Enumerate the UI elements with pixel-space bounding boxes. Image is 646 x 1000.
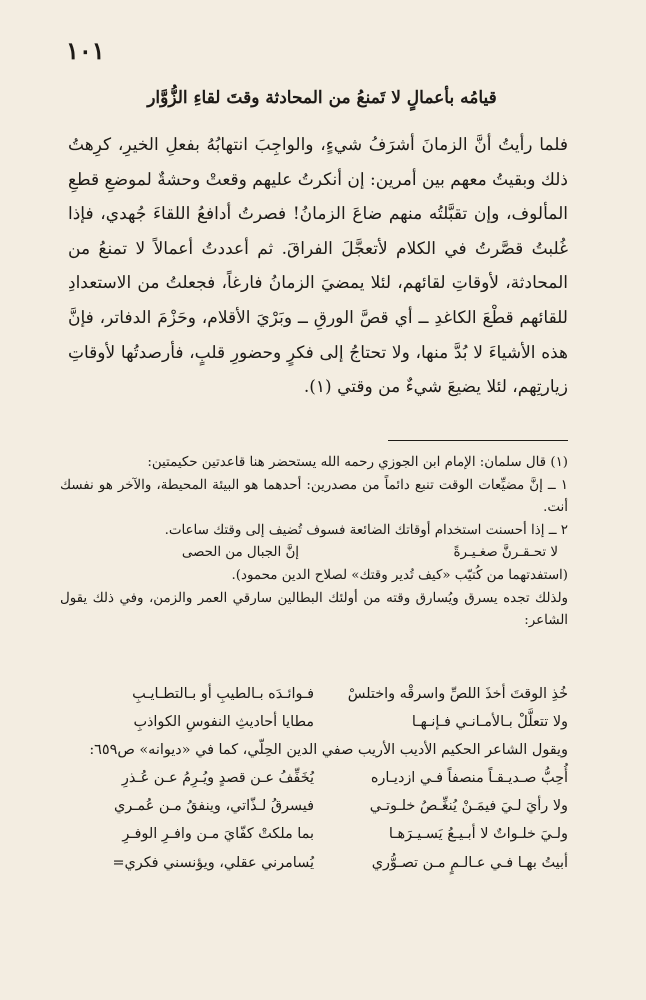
paragraph: فلما رأيتُ أنَّ الزمانَ أشرَفُ شيءٍ، والواجِبَ انتهابُهُ بفعلِ الخيرِ، كرِهتُ ذلك وبقيتُ معهم بين أمرين: إن أنكرتُ عليهم وقعتْ وحشةٌ لموضعِ قطعِ المألوف، وإن تقبَّلتُه منهم ضاعَ الزمانُ! فصرتُ أدافعُ اللقاءَ جُهدي، فإذا غُلبتُ قصَّرتُ في الكلام لأتعجَّلَ الفراقَ. ثم أعددتُ أعمالاً لا تمنعُ من المحادثة، لأوقاتِ لقائهم، لئلا يمضيَ الزمانُ فارغاً، فجعلتُ من الاستعدادِ للقائهم قطْعَ الكاغدِ ــ أي قصَّ الورقِ ــ وبَرْيَ الأقلام، وحَزْمَ الدفاتر، فإنَّ هذه الأشياءَ لا بُدَّ منها، ولا تحتاجُ إلى فكرٍ وحضورِ قلبٍ، فأرصدتُها لأوقاتِ زيارتِهم، لئلا يضيعَ شيءٌ من وقتي (١). <box>68 135 568 398</box>
poem-intro-line <box>60 736 568 764</box>
verse-first-half: ولـيَ خلـواتٌ لا أبـيـعُ يَسـيـرَهـا <box>388 826 568 843</box>
verse-second-half: يُخَفِّفُ عـن قصدٍ ويُـرِمُ عـن عُـذرِ <box>121 770 314 787</box>
footnote-rule-1: ١ ــ إنَّ مضيِّعات الوقت تنبع دائماً من مصدرين: أحدهما هو البيئة المحيطة، والآخر هو نفسك أنت. <box>60 477 568 516</box>
footnote-separator <box>388 440 568 441</box>
proverb-couplet <box>60 542 568 565</box>
footnotes <box>60 452 568 633</box>
footnote-rule-2: ٢ ــ إذا أحسنت استخدام أوقاتك الضائعة فسوف تُضيف إلى وقتك ساعات. <box>164 522 568 538</box>
verse-second-half: بما ملكتْ كفّايَ مـن وافـرِ الوفـرِ <box>122 826 314 843</box>
poem-verse <box>60 764 568 792</box>
verse-second-half: فيسرقُ لـذّاتي، وينفقُ مـن عُمـري <box>113 798 314 815</box>
couplet-first-half: لا تحـقـرنَّ صغـيـرةً <box>453 545 558 561</box>
poem-verse <box>60 792 568 820</box>
page-number: ١٠١ <box>66 36 105 65</box>
verse-first-half: ولا تتعلَّلْ بـالأمـانـي فـإنـهـا <box>411 714 568 731</box>
footnote-intro: (١) قال سلمان: الإمام ابن الجوزي رحمه الله يستحضر هنا قاعدتين حكيمتين: <box>147 455 568 470</box>
verse-first-half: أبيتُ بهـا فـي عـالـمٍ مـن تصـوُّري <box>371 854 568 871</box>
poem-verse <box>60 708 568 736</box>
poem-verse <box>60 680 568 708</box>
verse-second-half: مطايا أحاديثِ النفوسِ الكواذبِ <box>133 714 314 731</box>
poem <box>60 680 568 877</box>
verse-first-half: ولا رأيَ لـيَ فيمَـنْ يُنغِّـصُ خلـوتـي <box>369 798 568 815</box>
verse-first-half: خُذِ الوقتَ أخذَ اللصِّ واسرقْه واختلسْ <box>347 686 568 702</box>
verse-first-half: أُحِبُّ صـديـقـاً منصفاً فـي ازديـاره <box>370 770 568 787</box>
poem-verse <box>60 820 568 848</box>
poem-intro-text: ويقول الشاعر الحكيم الأديب الأريب صفي الدين الحِلّي، كما في «ديوانه» ص٦٥٩: <box>89 742 568 759</box>
verse-second-half: فـوائـدَه بـالطيبِ أو بـالتطـايـبِ <box>132 686 314 702</box>
couplet-second-half: إنَّ الجبال من الحصى <box>181 545 300 561</box>
poem-verse <box>60 849 568 877</box>
main-text <box>68 128 568 405</box>
footnote-source: (استفدتهما من كُتيّب «كيف تُدير وقتك» لصلاح الدين محمود). <box>231 567 568 583</box>
section-heading: قيامُه بأعمالٍ لا تَمنعُ من المحادثة وقتَ لقاءِ الزُّوَّار <box>147 88 497 108</box>
verse-second-half: يُسامرني عقلي، ويؤنسني فكري= <box>112 854 314 871</box>
footnote-thief: ولذلك تجده يسرق ويُسارق وقته من أولئك البطالين سارقي العمر والزمن، وفي ذلك يقول الشاعر: <box>60 590 568 629</box>
